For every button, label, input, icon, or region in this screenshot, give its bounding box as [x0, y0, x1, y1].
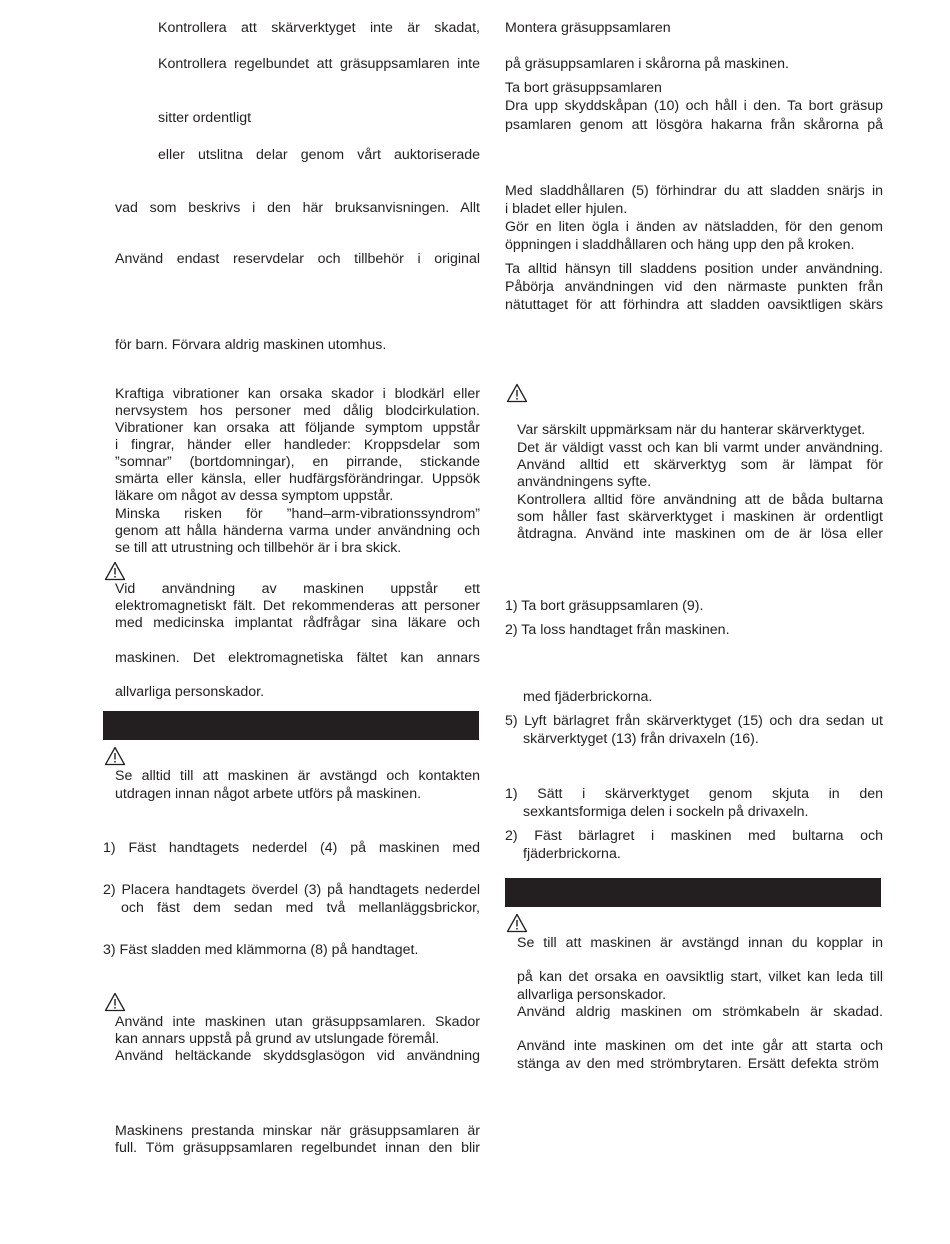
- text-line: maskinen. Det elektromagnetiska fältet kan annars: [115, 650, 480, 666]
- step-item: 5) Lyft bärlagret från skärverktyget (15) och dra sedan ut: [505, 713, 883, 729]
- text-line: Använd endast reservdelar och tillbehör i original: [115, 251, 480, 267]
- text-line: nätuttaget för att förhindra att sladden oavsiktligen skärs: [505, 297, 883, 313]
- text-line: för barn. Förvara aldrig maskinen utomhus.: [115, 337, 387, 353]
- step-item: 2) Ta loss handtaget från maskinen.: [505, 622, 730, 638]
- step-item: sexkantsformiga delen i sockeln på drivaxeln.: [523, 804, 809, 820]
- text-line: allvarliga personskador.: [115, 684, 265, 700]
- text-line: på gräsuppsamlaren i skårorna på maskinen.: [505, 56, 789, 72]
- warning-triangle-icon: [104, 992, 126, 1012]
- text-line: öppningen i sladdhållaren och häng upp den på kroken.: [505, 237, 855, 253]
- text-line: Minska risken för ”hand–arm-vibrationssyndrom”: [115, 506, 480, 522]
- text-line: Det är väldigt vasst och kan bli varmt under användning.: [517, 440, 883, 456]
- text-line: Se till att maskinen är avstängd innan du kopplar in: [517, 935, 883, 951]
- text-line: kan annars uppstå på grund av utslungade föremål.: [115, 1031, 440, 1047]
- warning-triangle-icon: [506, 383, 528, 403]
- text-line: Kontrollera att skärverktyget inte är skadat,: [158, 20, 480, 36]
- step-item: 1) Fäst handtagets nederdel (4) på maskinen med: [103, 840, 480, 856]
- text-line: i bladet eller hjulen.: [505, 201, 628, 217]
- text-line: Kontrollera regelbundet att gräsuppsamlaren inte: [158, 56, 480, 72]
- text-line: Med sladdhållaren (5) förhindrar du att sladden snärjs in: [505, 183, 883, 199]
- text-line: smärta eller känsla, eller hudfärgsförändringar. Uppsök: [115, 471, 480, 487]
- section-heading-bar: [103, 711, 479, 740]
- text-line: Dra upp skyddskåpan (10) och håll i den. Ta bort gräsup: [505, 98, 883, 114]
- step-item: 2) Fäst bärlagret i maskinen med bultarna och: [505, 828, 883, 844]
- text-line: Montera gräsuppsamlaren: [505, 20, 671, 36]
- text-line: Använd aldrig maskinen om strömkabeln är skadad.: [517, 1004, 883, 1020]
- text-line: Ta alltid hänsyn till sladdens position under användning.: [505, 261, 883, 277]
- step-item: fjäderbrickorna.: [523, 846, 621, 862]
- text-line: Använd inte maskinen om det inte går att starta och: [517, 1038, 883, 1054]
- step-item: skärverktyget (13) från drivaxeln (16).: [523, 731, 759, 747]
- text-line: genom att hålla händerna varma under användning och: [115, 523, 480, 539]
- text-line: psamlaren genom att lösgöra hakarna från skårorna på: [505, 117, 883, 133]
- step-item: 3) Fäst sladden med klämmorna (8) på handtaget.: [103, 942, 419, 958]
- text-line: Se alltid till att maskinen är avstängd och kontakten: [115, 768, 480, 784]
- text-line: full. Töm gräsuppsamlaren regelbundet innan den blir: [115, 1140, 480, 1156]
- warning-triangle-icon: [506, 913, 528, 933]
- text-line: nervsystem hos personer med dålig blodcirkulation.: [115, 403, 480, 419]
- text-line: Vibrationer kan orsaka att följande symptom uppstår: [115, 420, 480, 436]
- text-line: Gör en liten ögla i änden av nätsladden, för den genom: [505, 219, 883, 235]
- step-item: och fäst dem sedan med två mellanläggsbrickor,: [121, 900, 480, 916]
- text-line: Kraftiga vibrationer kan orsaka skador i blodkärl eller: [115, 386, 480, 402]
- warning-triangle-icon: [104, 746, 126, 766]
- text-line: stänga av den med strömbrytaren. Ersätt defekta ström: [517, 1056, 879, 1072]
- step-item: med fjäderbrickorna.: [523, 689, 653, 705]
- text-line: Var särskilt uppmärksam när du hanterar skärverktyget.: [517, 422, 866, 438]
- text-line: som håller fast skärverktyget i maskinen är ordentligt: [517, 509, 883, 525]
- text-line: med medicinska implantat rådfrågar sina läkare och: [115, 615, 480, 631]
- text-line: Vid användning av maskinen uppstår ett: [115, 581, 480, 597]
- text-line: i fingrar, händer eller handleder: Kroppsdelar som: [115, 437, 480, 453]
- text-line: sitter ordentligt: [158, 110, 252, 126]
- text-line: läkare om något av dessa symptom uppstår.: [115, 488, 394, 504]
- step-item: 2) Placera handtagets överdel (3) på handtagets nederdel: [103, 882, 480, 898]
- text-line: se till att utrustning och tillbehör är i bra skick.: [115, 540, 402, 556]
- text-line: utdragen innan något arbete utförs på maskinen.: [115, 786, 422, 802]
- text-line: ”somnar” (bortdomningar), en pirrande, stickande: [115, 454, 480, 470]
- text-line: Påbörja användningen vid den närmaste punkten från: [505, 279, 883, 295]
- text-line: åtdragna. Använd inte maskinen om de är lösa eller: [517, 526, 883, 542]
- step-item: 1) Sätt i skärverktyget genom skjuta in den: [505, 786, 883, 802]
- text-line: Kontrollera alltid före användning att de båda bultarna: [517, 492, 883, 508]
- text-line: på kan det orsaka en oavsiktlig start, vilket kan leda till: [517, 969, 883, 985]
- text-line: allvarliga personskador.: [517, 987, 667, 1003]
- text-line: Maskinens prestanda minskar när gräsuppsamlaren är: [115, 1123, 480, 1139]
- text-line: vad som beskrivs i den här bruksanvisningen. Allt: [115, 200, 480, 216]
- text-line: Använd alltid ett skärverktyg som är lämpat för: [517, 457, 883, 473]
- text-line: Ta bort gräsuppsamlaren: [505, 80, 662, 96]
- text-line: Använd inte maskinen utan gräsuppsamlaren. Skador: [115, 1014, 480, 1030]
- text-line: eller utslitna delar genom vårt auktoriserade: [158, 147, 480, 163]
- step-item: 1) Ta bort gräsuppsamlaren (9).: [505, 598, 704, 614]
- warning-triangle-icon: [104, 561, 126, 581]
- text-line: Använd heltäckande skyddsglasögon vid användning: [115, 1048, 480, 1064]
- text-line: användningens syfte.: [517, 474, 652, 490]
- section-heading-bar: [505, 878, 881, 907]
- text-line: elektromagnetiskt fält. Det rekommenderas att personer: [115, 598, 480, 614]
